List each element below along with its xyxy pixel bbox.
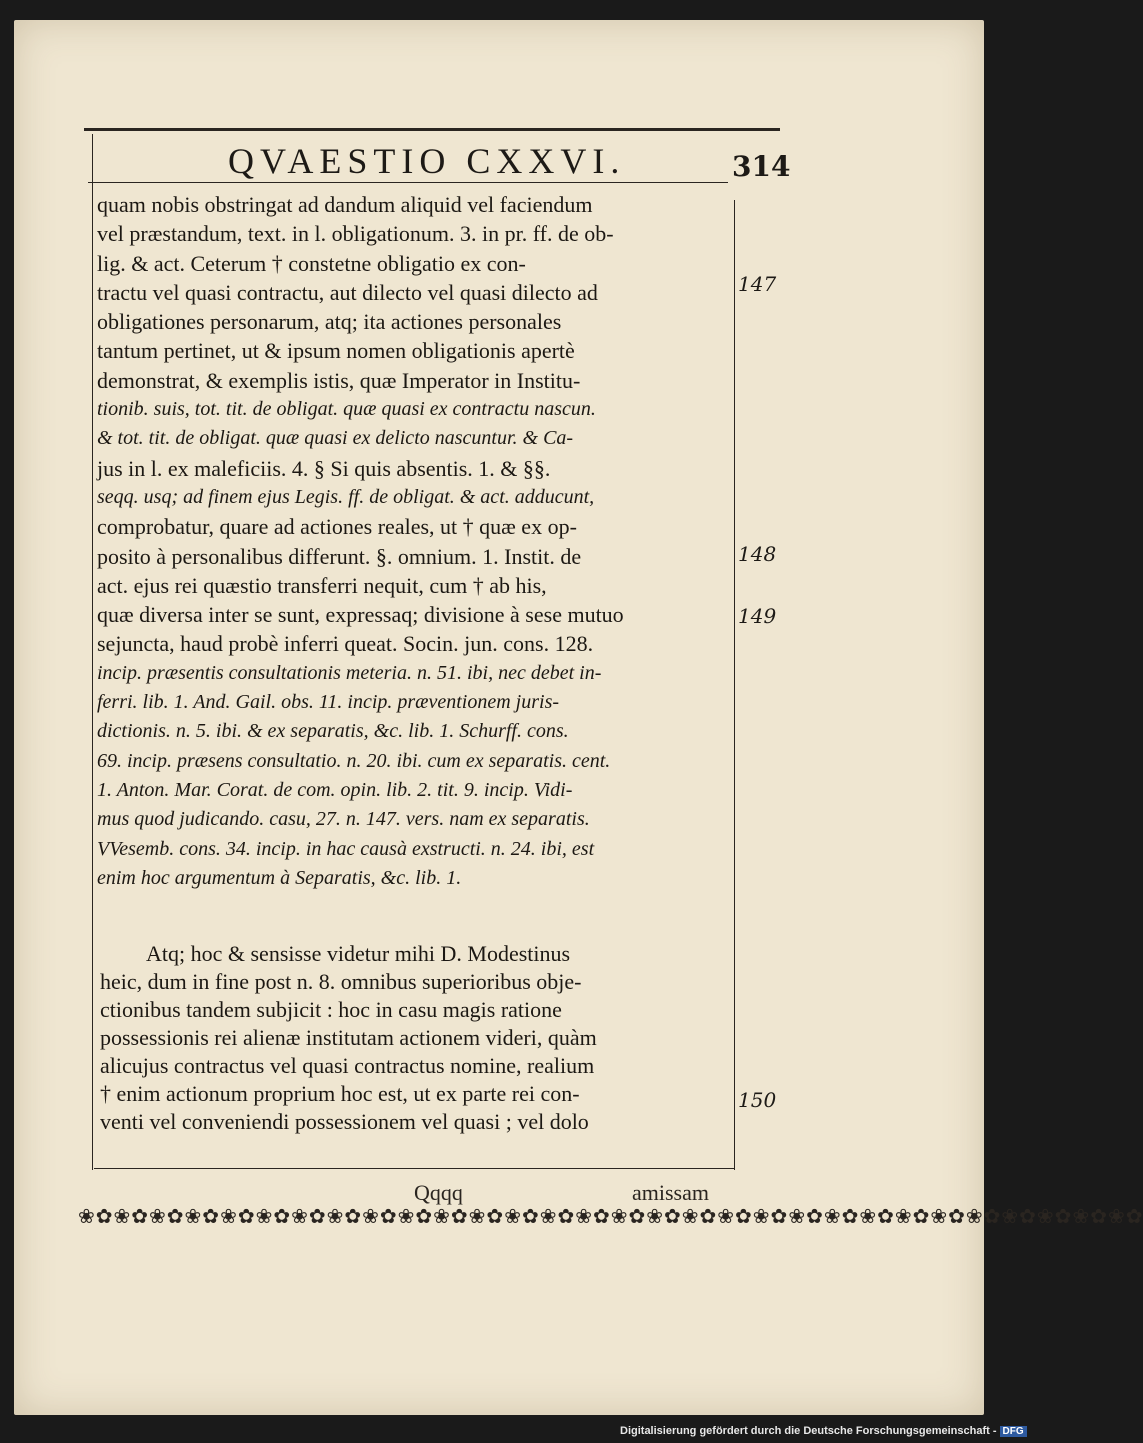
text-line: demonstrat, & exemplis istis, quæ Imperator in Institu- — [97, 367, 581, 393]
header-underline — [88, 182, 728, 183]
text-line: heic, dum in fine post n. 8. omnibus superioribus obje- — [100, 969, 582, 994]
footer-rule — [94, 1168, 734, 1169]
text-line: venti vel conveniendi possessionem vel quasi ; vel dolo — [100, 1109, 589, 1134]
text-line: seqq. usq; ad finem ejus Legis. ff. de obligat. & act. adducunt, — [97, 485, 595, 508]
text-line: 1. Anton. Mar. Corat. de com. opin. lib. 2. tit. 9. incip. Vidi- — [97, 778, 573, 801]
page-title: QVAESTIO CXXVI. — [228, 141, 626, 181]
ornament-border: ❀✿❀✿❀✿❀✿❀✿❀✿❀✿❀✿❀✿❀✿❀✿❀✿❀✿❀✿❀✿❀✿❀✿❀✿❀✿❀✿❀✿❀✿❀✿❀✿❀✿❀✿❀✿❀✿❀✿❀✿ — [78, 1204, 1143, 1228]
left-border-rule — [92, 134, 93, 1170]
text-line: incip. præsentis consultationis meteria. n. 51. ibi, nec debet in- — [97, 661, 602, 684]
text-line: possessionis rei alienæ institutam actionem videri, quàm — [100, 1025, 597, 1050]
text-line: posito à personalibus differunt. §. omnium. 1. Instit. de — [97, 543, 582, 569]
text-line: & tot. tit. de obligat. quæ quasi ex delicto nascuntur. & Ca- — [97, 427, 574, 450]
text-line: ferri. lib. 1. And. Gail. obs. 11. incip. præventionem juris- — [97, 691, 560, 714]
main-text-block — [97, 190, 733, 893]
text-line: ctionibus tandem subjicit : hoc in casu magis ratione — [100, 997, 562, 1022]
text-line: Atq; hoc & sensisse videtur mihi D. Modestinus — [146, 941, 571, 966]
text-line: lig. & act. Ceterum † constetne obligatio ex con- — [97, 250, 526, 276]
credit-text: Digitalisierung gefördert durch die Deutsche Forschungsgemeinschaft - — [620, 1425, 997, 1437]
text-line: vel præstandum, text. in l. obligationum. 3. in pr. ff. de ob- — [97, 221, 614, 247]
text-line: dictionis. n. 5. ibi. & ex separatis, &c. lib. 1. Schurff. cons. — [97, 720, 569, 743]
margin-number: 149 — [738, 604, 777, 628]
page-number: 314 — [732, 150, 791, 183]
text-line: mus quod judicando. casu, 27. n. 147. vers. nam ex separatis. — [97, 808, 590, 831]
catchword: amissam — [632, 1180, 709, 1205]
margin-number: 148 — [738, 542, 777, 566]
text-line: † enim actionum proprium hoc est, ut ex parte rei con- — [100, 1081, 580, 1106]
text-line: act. ejus rei quæstio transferri nequit, cum † ab his, — [97, 572, 547, 598]
text-line: comprobatur, quare ad actiones reales, ut † quæ ex op- — [97, 514, 577, 540]
header-rule — [84, 128, 780, 131]
text-line: jus in l. ex maleficiis. 4. § Si quis absentis. 1. & §§. — [97, 455, 551, 481]
second-paragraph — [100, 940, 736, 1136]
text-line: sejuncta, haud probè inferri queat. Socin. jun. cons. 128. — [97, 631, 594, 657]
text-line: alicujus contractus vel quasi contractus nomine, realium — [100, 1053, 595, 1078]
text-line: 69. incip. præsens consultatio. n. 20. ibi. cum ex separatis. cent. — [97, 749, 611, 772]
margin-number: 150 — [738, 1088, 777, 1112]
dfg-logo: DFG — [1000, 1426, 1027, 1437]
text-line: VVesemb. cons. 34. incip. in hac causà exstructi. n. 24. ibi, est — [97, 837, 595, 860]
text-line: quæ diversa inter se sunt, expressaq; divisione à sese mutuo — [97, 602, 624, 628]
text-line: tantum pertinet, ut & ipsum nomen obligationis apertè — [97, 338, 575, 364]
signature-mark: Qqqq — [414, 1180, 463, 1205]
text-line: tractu vel quasi contractu, aut dilecto vel quasi dilecto ad — [97, 279, 598, 305]
text-line: quam nobis obstringat ad dandum aliquid vel faciendum — [97, 192, 593, 217]
text-line: tionib. suis, tot. tit. de obligat. quæ quasi ex contractu nascun. — [97, 398, 596, 421]
margin-number: 147 — [738, 272, 777, 296]
text-line: obligationes personarum, atq; ita actiones personales — [97, 309, 562, 335]
text-line: enim hoc argumentum à Separatis, &c. lib. 1. — [97, 866, 462, 889]
digitization-credit — [620, 1425, 1027, 1437]
